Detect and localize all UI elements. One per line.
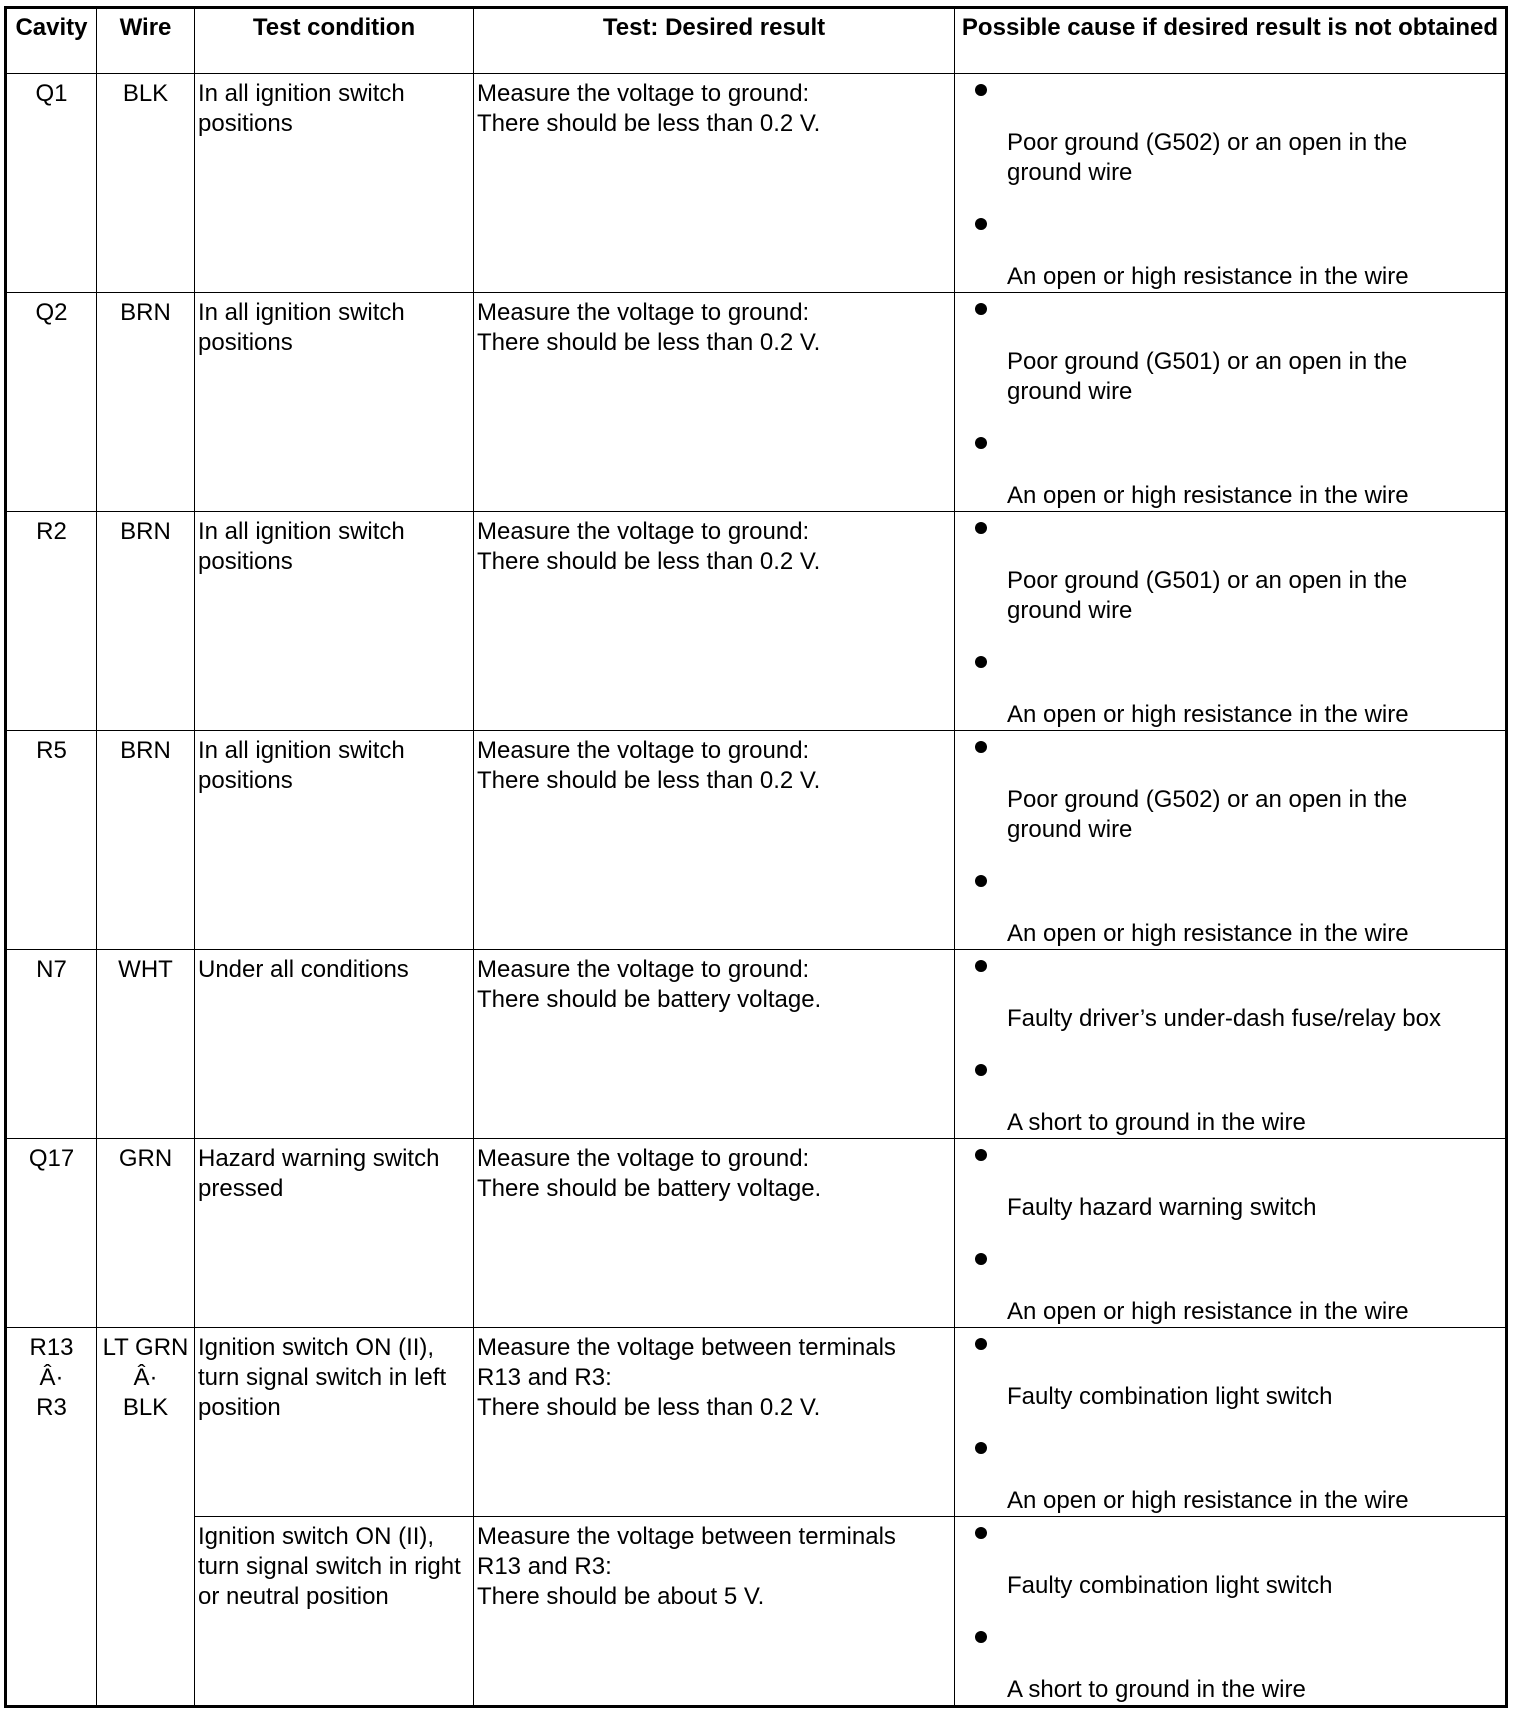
result-line: There should be about 5 V. — [477, 1583, 765, 1610]
cause-text — [955, 128, 1505, 188]
possible-cause-cell — [955, 731, 1507, 950]
bullet-row — [955, 1328, 1505, 1358]
result-line: There should be less than 0.2 V. — [477, 548, 821, 575]
cause-text — [955, 262, 1505, 292]
cause-text — [955, 481, 1505, 511]
desired-result-cell — [474, 74, 955, 293]
bullet-icon — [975, 1442, 987, 1454]
cause-gap — [955, 1412, 1505, 1432]
bullet-row — [955, 1243, 1505, 1273]
condition-line: In all ignition switch — [198, 80, 405, 107]
table-row — [6, 512, 1507, 731]
table-row — [6, 74, 1507, 293]
cause-line: ground wire — [1007, 597, 1133, 624]
cause-line: A short to ground in the wire — [1007, 1676, 1306, 1703]
test-condition-cell — [195, 1139, 474, 1328]
cause-line: A short to ground in the wire — [1007, 1109, 1306, 1136]
cause-gap — [955, 1223, 1505, 1243]
bullet-row — [955, 1139, 1505, 1169]
desired-result-cell — [474, 731, 955, 950]
bullet-icon — [975, 741, 987, 753]
bullet-row — [955, 1621, 1505, 1651]
cause-gap — [955, 407, 1505, 427]
cause-line: Poor ground (G502) or an open in the — [1007, 786, 1408, 813]
condition-line: positions — [198, 329, 293, 356]
result-line: There should be less than 0.2 V. — [477, 110, 821, 137]
bullet-icon — [975, 1631, 987, 1643]
table-row — [6, 293, 1507, 512]
bullet-icon — [975, 437, 987, 449]
possible-cause-cell — [955, 74, 1507, 293]
bullet-row — [955, 1054, 1505, 1084]
cause-line: Poor ground (G501) or an open in the — [1007, 567, 1408, 594]
cause-text — [955, 1571, 1505, 1601]
bullet-icon — [975, 875, 987, 887]
possible-cause-cell — [955, 1328, 1507, 1517]
condition-line: pressed — [198, 1175, 284, 1202]
desired-result-cell — [474, 1139, 955, 1328]
condition-line: turn signal switch in right — [198, 1553, 461, 1580]
cause-text — [955, 1108, 1505, 1138]
table-row — [6, 950, 1507, 1139]
condition-line: positions — [198, 110, 293, 137]
cause-text — [955, 1297, 1505, 1327]
test-condition-cell — [195, 74, 474, 293]
bullet-gap — [955, 895, 1505, 919]
bullet-gap — [955, 104, 1505, 128]
cause-text — [955, 1486, 1505, 1516]
result-line: Measure the voltage to ground: — [477, 299, 810, 326]
condition-line: In all ignition switch — [198, 518, 405, 545]
possible-cause-cell — [955, 1517, 1507, 1707]
desired-result-cell — [474, 950, 955, 1139]
cause-gap — [955, 845, 1505, 865]
cause-line: Faulty hazard warning switch — [1007, 1194, 1317, 1221]
bullet-row — [955, 293, 1505, 323]
bullet-gap — [955, 1273, 1505, 1297]
result-line: R13 and R3: — [477, 1364, 612, 1391]
header-wire: Wire — [97, 8, 195, 74]
test-condition-cell — [195, 731, 474, 950]
wire-cell: GRN — [97, 1139, 195, 1328]
cause-line: An open or high resistance in the wire — [1007, 920, 1409, 947]
cause-line: An open or high resistance in the wire — [1007, 482, 1409, 509]
bullet-row — [955, 427, 1505, 457]
cause-line: Faulty combination light switch — [1007, 1383, 1333, 1410]
table-row — [6, 1517, 1507, 1707]
bullet-gap — [955, 1358, 1505, 1382]
bullet-icon — [975, 1149, 987, 1161]
cavity-line: R3 — [36, 1394, 67, 1421]
cause-text — [955, 1382, 1505, 1412]
cause-text — [955, 1193, 1505, 1223]
result-line: Measure the voltage between terminals — [477, 1523, 896, 1550]
wire-line: LT GRN — [102, 1334, 189, 1361]
desired-result-cell — [474, 1328, 955, 1517]
header-possible-cause: Possible cause if desired result is not obtained — [955, 8, 1507, 74]
cause-line: Faulty combination light switch — [1007, 1572, 1333, 1599]
bullet-row — [955, 950, 1505, 980]
bullet-gap — [955, 1462, 1505, 1486]
header-row — [6, 8, 1507, 74]
cause-line: Faulty driver’s under-dash fuse/relay box — [1007, 1005, 1441, 1032]
wire-cell: BLK — [97, 74, 195, 293]
condition-line: Under all conditions — [198, 956, 409, 983]
bullet-gap — [955, 1651, 1505, 1675]
bullet-row — [955, 865, 1505, 895]
bullet-row — [955, 731, 1505, 761]
bullet-row — [955, 1432, 1505, 1462]
condition-line: turn signal switch in left — [198, 1364, 447, 1391]
bullet-icon — [975, 218, 987, 230]
cause-gap — [955, 188, 1505, 208]
result-line: Measure the voltage to ground: — [477, 956, 810, 983]
bullet-icon — [975, 1527, 987, 1539]
bullet-icon — [975, 1064, 987, 1076]
possible-cause-cell — [955, 950, 1507, 1139]
header-test-condition: Test condition — [195, 8, 474, 74]
condition-line: positions — [198, 767, 293, 794]
cavity-cell: Q2 — [6, 293, 97, 512]
bullet-icon — [975, 656, 987, 668]
cavity-cell: Q1 — [6, 74, 97, 293]
result-line: Measure the voltage to ground: — [477, 1145, 810, 1172]
wire-cell: BRN — [97, 293, 195, 512]
possible-cause-cell — [955, 293, 1507, 512]
desired-result-cell — [474, 293, 955, 512]
bullet-row — [955, 512, 1505, 542]
condition-line: In all ignition switch — [198, 299, 405, 326]
bullet-gap — [955, 676, 1505, 700]
condition-line: position — [198, 1394, 281, 1421]
condition-line: Ignition switch ON (II), — [198, 1523, 435, 1550]
test-condition-cell — [195, 1328, 474, 1517]
cause-text — [955, 785, 1505, 845]
cause-line: ground wire — [1007, 378, 1133, 405]
cavity-cell — [6, 1328, 97, 1707]
possible-cause-cell — [955, 512, 1507, 731]
table-row — [6, 1139, 1507, 1328]
table-row — [6, 1328, 1507, 1517]
result-line: There should be battery voltage. — [477, 1175, 822, 1202]
header-desired-result: Test: Desired result — [474, 8, 955, 74]
cavity-line: Â· — [39, 1364, 64, 1391]
result-line: There should be less than 0.2 V. — [477, 1394, 821, 1421]
cause-gap — [955, 1034, 1505, 1054]
cause-text — [955, 919, 1505, 949]
result-line: Measure the voltage between terminals — [477, 1334, 896, 1361]
test-condition-cell — [195, 1517, 474, 1707]
cause-text — [955, 566, 1505, 626]
cavity-cell: Q17 — [6, 1139, 97, 1328]
bullet-icon — [975, 84, 987, 96]
cause-line: An open or high resistance in the wire — [1007, 1487, 1409, 1514]
condition-line: Hazard warning switch — [198, 1145, 440, 1172]
bullet-gap — [955, 1084, 1505, 1108]
result-line: Measure the voltage to ground: — [477, 518, 810, 545]
condition-line: Ignition switch ON (II), — [198, 1334, 435, 1361]
cause-line: ground wire — [1007, 159, 1133, 186]
cause-text — [955, 700, 1505, 730]
cause-text — [955, 347, 1505, 407]
test-table — [4, 6, 1508, 1708]
result-line: There should be less than 0.2 V. — [477, 767, 821, 794]
bullet-row — [955, 74, 1505, 104]
condition-line: positions — [198, 548, 293, 575]
test-condition-cell — [195, 950, 474, 1139]
desired-result-cell — [474, 512, 955, 731]
cause-line: ground wire — [1007, 816, 1133, 843]
cause-gap — [955, 1601, 1505, 1621]
cause-line: An open or high resistance in the wire — [1007, 701, 1409, 728]
result-line: R13 and R3: — [477, 1553, 612, 1580]
bullet-gap — [955, 980, 1505, 1004]
wire-line: Â· — [133, 1364, 158, 1391]
cause-line: An open or high resistance in the wire — [1007, 263, 1409, 290]
bullet-row — [955, 1517, 1505, 1547]
cause-text — [955, 1675, 1505, 1705]
test-condition-cell — [195, 293, 474, 512]
cavity-cell: R2 — [6, 512, 97, 731]
cause-gap — [955, 626, 1505, 646]
bullet-gap — [955, 1169, 1505, 1193]
result-line: Measure the voltage to ground: — [477, 80, 810, 107]
condition-line: In all ignition switch — [198, 737, 405, 764]
cavity-cell: R5 — [6, 731, 97, 950]
cause-text — [955, 1004, 1505, 1034]
cause-line: An open or high resistance in the wire — [1007, 1298, 1409, 1325]
bullet-gap — [955, 323, 1505, 347]
desired-result-cell — [474, 1517, 955, 1707]
bullet-icon — [975, 303, 987, 315]
cause-line: Poor ground (G502) or an open in the — [1007, 129, 1408, 156]
cavity-line: R13 — [29, 1334, 74, 1361]
bullet-gap — [955, 457, 1505, 481]
table-row — [6, 731, 1507, 950]
wire-line: BLK — [122, 1394, 169, 1421]
header-cavity: Cavity — [6, 8, 97, 74]
cavity-cell: N7 — [6, 950, 97, 1139]
wire-cell: BRN — [97, 512, 195, 731]
bullet-icon — [975, 1253, 987, 1265]
bullet-gap — [955, 761, 1505, 785]
result-line: There should be less than 0.2 V. — [477, 329, 821, 356]
cause-line: Poor ground (G501) or an open in the — [1007, 348, 1408, 375]
bullet-gap — [955, 238, 1505, 262]
bullet-gap — [955, 542, 1505, 566]
condition-line: or neutral position — [198, 1583, 389, 1610]
bullet-icon — [975, 1338, 987, 1350]
result-line: There should be battery voltage. — [477, 986, 822, 1013]
bullet-row — [955, 208, 1505, 238]
bullet-icon — [975, 522, 987, 534]
bullet-row — [955, 646, 1505, 676]
result-line: Measure the voltage to ground: — [477, 737, 810, 764]
bullet-icon — [975, 960, 987, 972]
wire-cell — [97, 1328, 195, 1707]
possible-cause-cell — [955, 1139, 1507, 1328]
wire-cell: WHT — [97, 950, 195, 1139]
bullet-gap — [955, 1547, 1505, 1571]
wire-cell: BRN — [97, 731, 195, 950]
test-condition-cell — [195, 512, 474, 731]
